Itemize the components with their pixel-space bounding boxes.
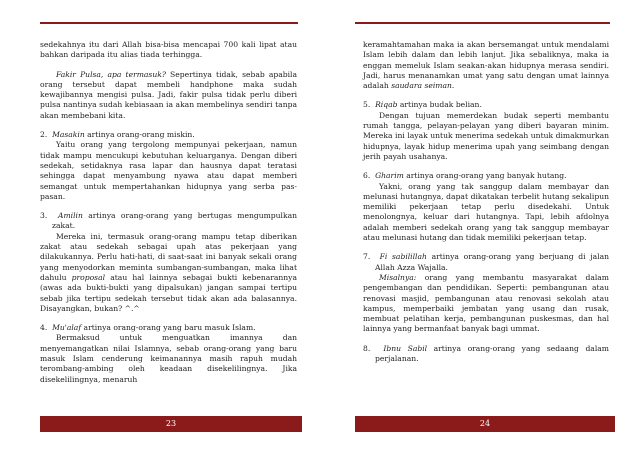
item-number: 7. <box>363 252 371 262</box>
list-item-heading <box>363 171 609 181</box>
paragraph-text: Sepertinya tidak, sebab apabila orang tersebut dapat membeli handphone maka sudah kewajibannya mengisi pulsa. Jadi, fakir pulsa tidak perlu diberi pulsa nantinya sudah kebiasaan ia akan membelinya sendiri tanpa akan membebani kita. <box>40 69 298 120</box>
right-page <box>330 0 630 451</box>
item-body: Bermaksud untuk menguatkan imannya dan menyemangatkan nilai Islamnya, sebab orang-orang yang baru masuk Islam cenderung keimanannya masih rapuh mudah terombang-ambing oleh keadaan disekelilingnya. Jika disekelilingnya, menaruh <box>40 333 297 384</box>
item-body-text: orang yang membantu masyarakat dalam pengembangan dan pendidikan. Seperti: pembangunan atau renovasi masjid, pembangunan atau renovasi sekolah atau kampus, memperbaiki jembatan yang usang dan rusak, membuat pelatihan kerja, pembangunan puskesmas, dan hal lainnya yang bermanfaat banyak bagi ummat. <box>363 272 609 334</box>
page-number-bar <box>40 416 302 432</box>
item-head-text: artinya orang-orang yang baru masuk Islam. <box>81 323 256 333</box>
list-item <box>363 100 609 162</box>
item-number: 2. <box>40 130 48 140</box>
item-body <box>40 232 297 314</box>
item-head-text: artinya budak belian. <box>397 100 482 110</box>
paragraph <box>363 40 609 91</box>
page-number-bar <box>355 416 615 432</box>
page-number: 23 <box>165 419 177 428</box>
list-item <box>363 171 609 243</box>
item-head-text: artinya orang-orang yang berjuang di jalan Allah Azza Wajalla. <box>375 252 610 272</box>
list-item-heading <box>40 211 297 232</box>
list-item <box>40 323 297 385</box>
list-item <box>40 130 297 202</box>
list-item-heading <box>40 130 297 140</box>
list-item-heading <box>363 252 609 273</box>
term: proposal <box>71 272 106 282</box>
item-body: Yakni, orang yang tak sanggup dalam membayar dan melunasi hutangnya, dapat dikatakan terbelit hutang sekalipun memiliki pekerjaan tetap perlu disedekahi. Untuk menolongnya, keluar dari hutangnya. Tapi, lebih afdolnya adalah memberi sedekah orang yang tak sanggup membayar atau melunasi hutang dan tidak memiliki pekerjaan tetap. <box>363 181 609 243</box>
paragraph-text: keramahtamahan maka ia akan bersemangat untuk mendalami Islam lebih dalam dan lebih lanjut. Jika sebaliknya, maka ia enggan memeluk Islam seakan-akan hidupnya merasa sendiri. Jadi, harus menanamkan umat yang satu dengan umat lainnya adalah <box>363 40 609 91</box>
left-page <box>10 0 310 451</box>
list-item <box>40 211 297 314</box>
term: Mu'alaf <box>52 323 82 333</box>
list-item <box>363 344 609 365</box>
term: Gharim <box>375 171 404 181</box>
item-number: 6. <box>363 171 371 181</box>
item-body <box>363 273 609 335</box>
list-item-heading <box>363 344 609 365</box>
item-body: Yaitu orang yang tergolong mempunyai pekerjaan, namun tidak mampu mencukupi kebutuhan keluarganya. Dengan diberi sedekah, setidaknya rasa lapar dan hausnya dapat teratasi sehingga dapat menyambung nyawa atau dapat memberi semangat untuk mempertahankan hidupnya yang serba pas-pasan. <box>40 140 297 201</box>
paragraph <box>40 70 297 121</box>
item-number: 5. <box>363 100 371 110</box>
item-head-text: artinya orang-orang yang banyak hutang. <box>403 171 567 181</box>
term: saudara seiman. <box>391 81 455 91</box>
term: Amilin <box>57 211 83 221</box>
list-item <box>363 252 609 334</box>
term: Misalnya: <box>379 272 417 282</box>
item-head-text: artinya orang-orang yang bertugas mengumpulkan zakat. <box>52 211 298 231</box>
item-body-text: Mereka ini, termasuk orang-orang mampu tetap diberikan zakat atau sedekah sebagai upah atas pekerjaan yang dilakukannya. Perlu hati-hati, di saat-saat ini banyak sekali orang yang menyodorkan meminta sumbangan-sumbangan, maka lihat dahulu <box>40 231 297 282</box>
item-body-text: atau hal lainnya sebagai bukti kebenarannya (awas ada bukti-bukti yang dipalsukan) jangan sampai tertipu sebab jika tertipu sedekah tersebut tidak akan ada balasannya. Disayangkan, bukan? ^.^ <box>40 272 297 313</box>
term: Fakir Pulsa, apa termasuk? <box>56 69 166 79</box>
item-head-text: artinya orang-orang yang sedaang dalam perjalanan. <box>375 343 609 364</box>
paragraph: sedekahnya itu dari Allah bisa-bisa mencapai 700 kali lipat atau bahkan daripada itu alias tiada terhingga. <box>40 40 297 60</box>
term: Fi sabilillah <box>379 252 427 262</box>
term: Riqab <box>375 100 398 110</box>
list-item-heading <box>40 323 297 333</box>
right-text-column <box>363 40 609 364</box>
term: Masakin <box>52 130 85 140</box>
top-rule <box>40 22 298 24</box>
item-head-text: artinya orang-orang miskin. <box>84 130 195 140</box>
page-number: 24 <box>479 419 491 428</box>
item-body: Dengan tujuan memerdekan budak seperti membantu rumah tangga, pelayan-pelayan yang diberi bayaran minim. Mereka ini layak untuk menerima sedekah untuk dimakmurkan hidupnya, layak hidup menerima upah yang seimbang dengan jerih payah usahanya. <box>363 110 609 161</box>
left-text-column <box>40 40 297 394</box>
top-rule <box>355 22 610 24</box>
item-number: 4. <box>40 323 48 333</box>
list-item-heading <box>363 100 609 110</box>
term: Ibnu Sabil <box>383 343 428 353</box>
item-number: 3. <box>40 211 48 221</box>
item-number: 8. <box>363 343 371 353</box>
